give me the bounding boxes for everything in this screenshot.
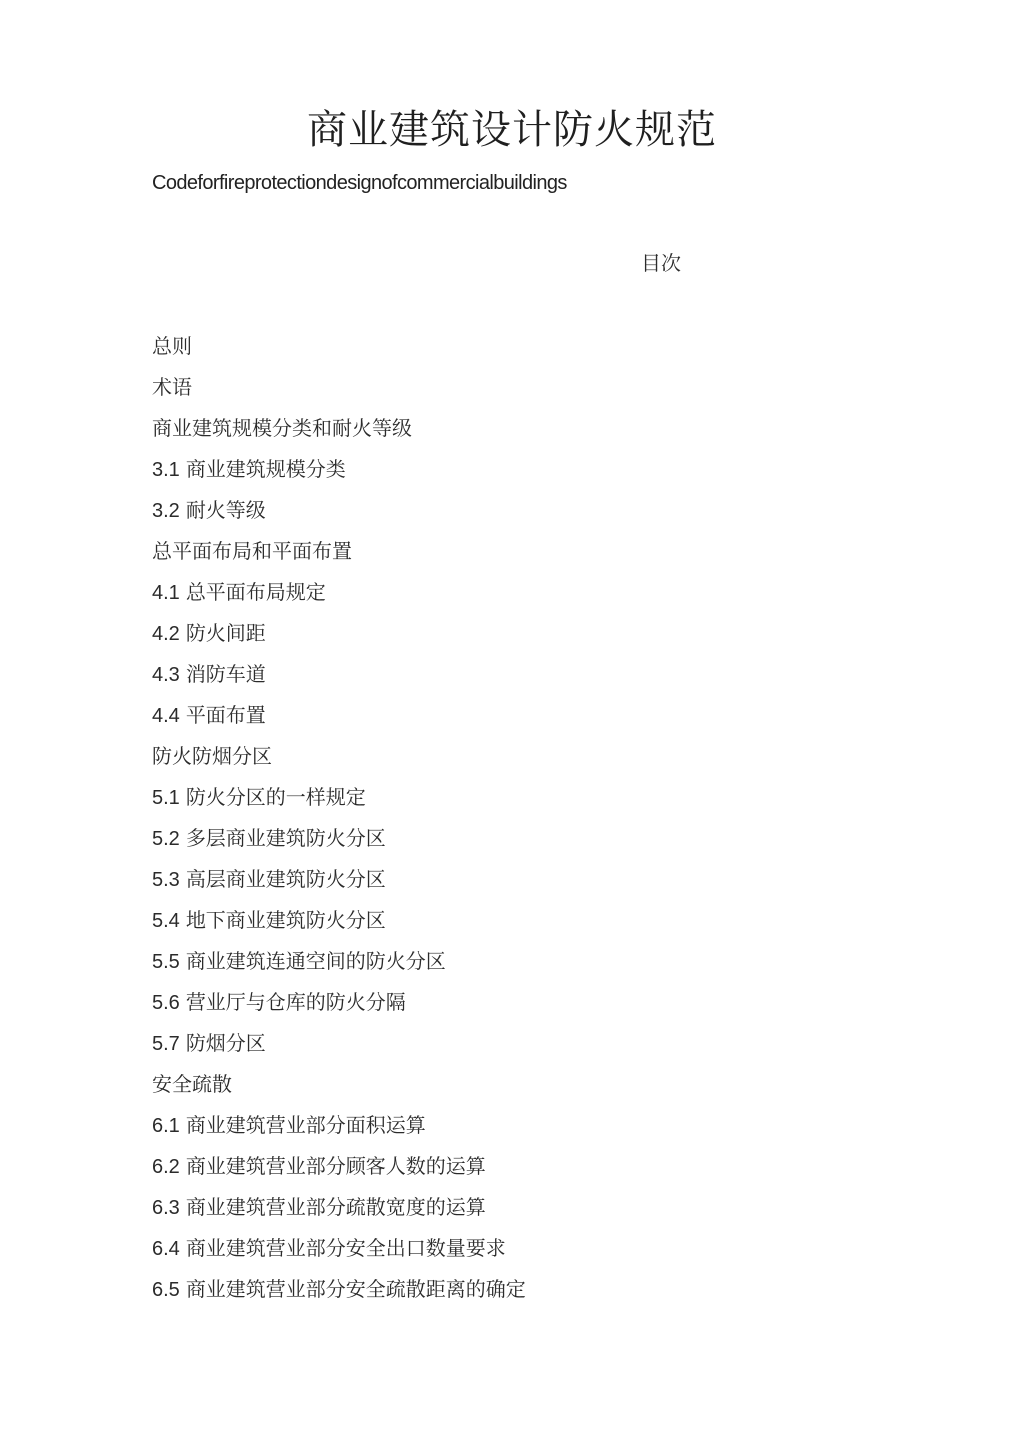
toc-entry-text: 商业建筑营业部分安全出口数量要求 (185, 1236, 506, 1260)
toc-entry-number: 4.3 (152, 664, 180, 686)
toc-entry (152, 660, 526, 701)
toc-entry-text: 商业建筑营业部分安全疏散距离的确定 (185, 1277, 526, 1301)
toc-entry-text: 商业建筑连通空间的防火分区 (185, 949, 446, 973)
toc-entry (152, 1234, 526, 1275)
toc-entry-number: 4.1 (152, 582, 180, 604)
toc-entry-text: 高层商业建筑防火分区 (185, 867, 386, 891)
document-title: 商业建筑设计防火规范 (307, 107, 717, 153)
toc-entry-text: 耐火等级 (185, 498, 266, 522)
toc-entry-number: 3.2 (152, 500, 180, 522)
toc-entry-text: 总平面布局规定 (185, 580, 326, 604)
toc-entry-number: 4.4 (152, 705, 180, 727)
toc-entry-text: 多层商业建筑防火分区 (185, 826, 386, 850)
toc-entry-number: 3.1 (152, 459, 180, 481)
toc-entry-text: 地下商业建筑防火分区 (185, 908, 386, 932)
toc-entry-text: 商业建筑营业部分顾客人数的运算 (185, 1154, 486, 1178)
toc-entry-text: 防火防烟分区 (152, 744, 272, 768)
toc-entry-text: 营业厅与仓库的防火分隔 (185, 990, 406, 1014)
toc-entry (152, 1152, 526, 1193)
toc-entry (152, 783, 526, 824)
toc-entry-text: 防烟分区 (185, 1031, 266, 1055)
toc-entry (152, 1070, 526, 1111)
toc-entry (152, 332, 526, 373)
toc-heading: 目次 (641, 251, 681, 275)
document-subtitle: Codeforfireprotectiondesignofcommercialbuildings (152, 172, 567, 194)
toc-entry-number: 6.5 (152, 1279, 180, 1301)
toc-entry-text: 商业建筑规模分类和耐火等级 (152, 416, 412, 440)
toc-entry-number: 6.2 (152, 1156, 180, 1178)
toc-entry (152, 1029, 526, 1070)
toc-entry-number: 4.2 (152, 623, 180, 645)
toc-entry-number: 6.4 (152, 1238, 180, 1260)
toc-entry (152, 947, 526, 988)
toc-entry (152, 988, 526, 1029)
toc-entry (152, 742, 526, 783)
table-of-contents (152, 332, 526, 1316)
toc-entry-text: 商业建筑营业部分疏散宽度的运算 (185, 1195, 486, 1219)
toc-entry (152, 578, 526, 619)
toc-entry-text: 术语 (152, 375, 192, 399)
toc-entry-number: 6.1 (152, 1115, 180, 1137)
toc-entry (152, 1275, 526, 1316)
toc-entry-text: 总平面布局和平面布置 (152, 539, 352, 563)
toc-entry-text: 商业建筑营业部分面积运算 (185, 1113, 426, 1137)
toc-entry (152, 906, 526, 947)
toc-entry (152, 1193, 526, 1234)
toc-entry (152, 414, 526, 455)
toc-entry-number: 5.3 (152, 869, 180, 891)
toc-entry (152, 496, 526, 537)
toc-entry (152, 537, 526, 578)
toc-entry (152, 824, 526, 865)
toc-entry-text: 消防车道 (185, 662, 266, 686)
toc-entry-number: 5.6 (152, 992, 180, 1014)
toc-entry-text: 平面布置 (185, 703, 266, 727)
toc-entry (152, 373, 526, 414)
toc-entry-text: 防火间距 (185, 621, 266, 645)
toc-entry-number: 5.1 (152, 787, 180, 809)
toc-entry (152, 701, 526, 742)
toc-entry-number: 5.4 (152, 910, 180, 932)
toc-entry-text: 安全疏散 (152, 1072, 232, 1096)
toc-entry (152, 455, 526, 496)
toc-entry-number: 5.2 (152, 828, 180, 850)
toc-entry-number: 5.5 (152, 951, 180, 973)
toc-entry (152, 619, 526, 660)
toc-entry (152, 865, 526, 906)
toc-entry-text: 商业建筑规模分类 (185, 457, 346, 481)
toc-entry-number: 5.7 (152, 1033, 180, 1055)
toc-entry-number: 6.3 (152, 1197, 180, 1219)
toc-entry-text: 总则 (152, 334, 192, 358)
toc-entry (152, 1111, 526, 1152)
toc-entry-text: 防火分区的一样规定 (185, 785, 366, 809)
